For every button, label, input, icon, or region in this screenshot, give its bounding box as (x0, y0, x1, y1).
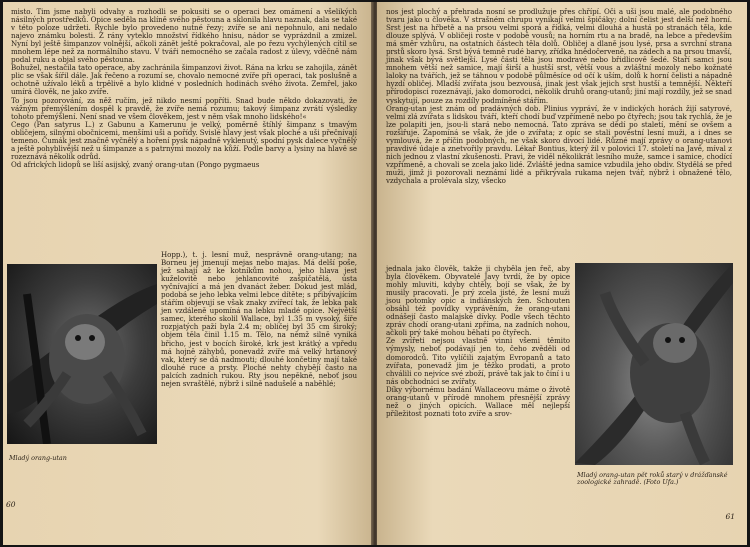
paragraph: Cego (Pan satyrus L.) z Gabunu a Kamerunu je velký, poměrně štíhlý šimpanz s tmavým obličejem, silnými obočnicemi, menšími uši a pořídy. Svislé hlavy jest však ploché a uši přečnívají temeno. Čumák jest značně vyčnělý a hoření pysk nápadně vyklenutý, spodní pysk dalece vyčnělý a ještě pohyblivější než u šimpanze a s patrnými mozoly na kůží. Podle barvy a lysiny na hlavě se rozeznává několik odrůd. (11, 119, 357, 161)
orangutan-photo-right (575, 263, 733, 465)
book-spread (3, 2, 747, 545)
right-page-text-top (386, 8, 732, 185)
paragraph: To jsou pozorování, za něž ručím, jež nikdo nesmí popříti. Snad bude někdo dokazovati, že vážným přemýšlením dospěl k pravdě, že zvíře nemá rozumu; takový šimpanz zvrátí výsledky tohoto přemýšlení. Není snad ve všem člověkem, jest v něm však mnoho lidského!« (11, 95, 357, 121)
paragraph: Orang-utan jest znám od pradávných dob. Plinius vypráví, že v indických horách žijí satyrové, velmi zlá zvířata s lidskou tváří, kteří chodí buď vzpřímeně nebo po čtyřech; jsou tak rychlá, že je lze polapiti jen, jsou-li stará nebo nemocná. Tato zpráva se dědí po staletí, mění se ovšem a rozšiřuje. Zapomíná se však, že jde o zvířata; z opic se stali pověstní lesní muži, a i dnes se vymlouvá, že z příčin podobných, ne však skoro divocí lidé. Různé mají zprávy o orang-utanovi pravdivé údaje a znetvořily pravdu. Lékař Bontius, který žil v polovici 17. století na Javě, míval z nich jednou z vlastní zkušenosti. Pravi, že viděl několikrát lesního muže, samce i samice, chodící vzpřímeně, a chovali se zcela jako lidé. Zvláště jedna samice vzbudila jeho obdiv. Stydělá se před muži, jimž ji pozorovali neznámí lidé a přikrývala rukama nejen tvář, nýbrž i obnažené tělo, vzdychala a prolévala slzy, všecko (386, 103, 732, 185)
paragraph: Díky výbornému badání Wallaceovu máme o životě orang-utanů v přírodě mnohem přesnější zprávy než o jiných opicích. Wallace měl nejlepší příležitost poznati toto zvíře a srov- (386, 384, 570, 418)
paragraph: Ze zvířeti nejsou vlastně vinni všemi těmito výmysly, neboť podávají jen to, čeho zvěděli od domorodců. Tito vylíčili zajatým Evropanů a tato zvířata, ponevadž jim je těžko prodati, a proto chválili co nejvíce své zboží, právě tak jak to činí i u nás obchodnici se zvířaty. (386, 336, 570, 386)
photo-caption: Mladý orang-utan (9, 454, 67, 462)
left-page-text-column (161, 251, 357, 388)
photo-caption: Mladý orang-utan pět roků starý v drážďanské zoologické zahradě. (Foto Ufa.) (577, 471, 728, 487)
orangutan-photo-left (7, 264, 157, 444)
page-number: 61 (725, 512, 735, 521)
orangutan-image (7, 264, 157, 444)
left-page (3, 2, 373, 545)
orangutan-image (575, 263, 733, 465)
page-number: 60 (6, 500, 16, 509)
paragraph: jednala jako člověk, takže ji chyběla jen řeč, aby byla člověkem. Obyvatelé Javy tvrdí, že by opice mohly mluviti, kdyby chtěly, bojí se však, že by musily pracovati. Je prý zcela jisté, že lesní muži jsou potomky opic a indiánských žen. Schouten obsáhl též povídky vyprávěním, že orang-utani odnášejí často malajské dívky. Podle všech těchto zpráv chodí orang-utani zpříma, na zadních nohou, ačkoli prý také mohou běhati po čtyřech. (386, 264, 570, 338)
paragraph: Bohužel, nestačila tato operace, aby zachránila šimpanzovi život. Rána na krku se zahojila, zánět plic se však šířil dále. Jak řečeno a rozumí se, chovalo nemocné zvíře při operaci, tak poslušně a ochotně užívalo léků a trpělivě a bylo klidné v posledních hodinách svého života. Zemřel, jako umírá člověk, ne jako zvíře. (11, 63, 357, 97)
right-page-text-column (386, 265, 570, 418)
paragraph: Hopp.), t. j. lesní muž, nesprávně orang-utang; na Borneu jej jmenují mejas nebo majas. Má delší poše, jež sahají až ke kotníkům nohou, jeho hlava jest kuželovitě nebo jehlancovité zašpičatělá, ústa vyčnívající a má jen dvanáct žeber. Dokud jest mlád, podobá se jeho lebka velmi lebce dítěte; s přibývajícím stářím objevují se však znaky zvířecí tak, že lebka pak jen vzdáleně upomíná na lebku mladé opice. Největší samec, kterého skolil Wallace, byl 1.35 m vysoký, šíře rozpjatých paží byla 2.4 m; obličej byl 35 cm široký; objem těla činil 1.15 m. Tělo, na němž silně vyniká břicho, jest v bocích široké, krk jest krátký a vpředu má hojně záhybů, ponevadž zvíře má velký hrtanový vak, který se dá nadmouti; dlouhé končetiny mají také dlouhé ruce a prsty. Ploché nehty chybějí často na palcích zadních rukou. Rty jsou nepěkně, neboť jsou nejen svraštělé, nýbrž i silně nadušelé a naběhlé; (161, 250, 357, 388)
paragraph: Od afrických lidopů se liší asijský, zvaný orang-utan (Pongo pygmaeus (11, 159, 260, 169)
right-page (377, 2, 747, 545)
paragraph: misto. Tim jsme nabyli odvahy a rozhodli se pokusiti se o operaci bez omámení a všelikých násilných prostředků. Opice seděla na klíně svého pěstouna a sklonila hlavu naznak, dala se také v této poloze udržeti. Rychle bylo provedeno nutné řezy; zvíře se ani nepohnulo, ani nedalo najevo známku bolesti. Z rány vyteklo množství řídkého hnisu, nádor se vyprázdnil a zmizel. Nyní byl ještě šimpanzov volnější, ačkoli zánět ještě pokračoval, ale po řezu vychýlených cítil se mnohem lépe než za normálního stavu. V tváři nemocného se začala radost z úlevy, vděčně nám podal ruku a objal svého pěstouna. (11, 7, 357, 65)
left-page-text-top (11, 8, 357, 169)
paragraph: nos jest plochý a přehrada nosní se prodlužuje přes chřípí. Oči a uši jsou malé, ale podobného tvaru jako u člověka. V strašném chrupu vynikají velmi špičáky; dolní čelist jest delší než horní. Srst jest na hřbetě a na prsou velmi sporá a řídká, velmi dlouhá a hustá po stranách těla, kde dlouze splývá. V obličeji roste v podobě vousů; na horním rtu a na bradě, na lebce a především má směr vzhůru, na ostatních částech těla dolů. Obličej a dlaně jsou lysé, prsa a svrchní strana prstů skoro lysá. Srst bývá temně rudé barvy, zřídka hnědočerveně, na zádech a na prsou tmavší, jinak však bývá světlejší. Lysé části těla jsou modravé nebo břidlicově šedé. Staří samci jsou mnohem větší než samice, mají širší a hustší srst, větší vous a zvláštní mozoly nebo kožnaté laloky na tvářích, jež se táhnou v podobě půlměsíce od očí k uším, dolů k horní čelisti a nápadně hyzdí obličej. Mladší zvířata jsou bezvousá, jinak jest však jejich srst hustší a temnější. Někteří přírodopisci rozeznávají, jako domorodci, několik druhů orang-utanů; jiní mají rozdíly, jež se snad vyskytují, pouze za rozdíly podmíněné stářím. (386, 7, 732, 105)
